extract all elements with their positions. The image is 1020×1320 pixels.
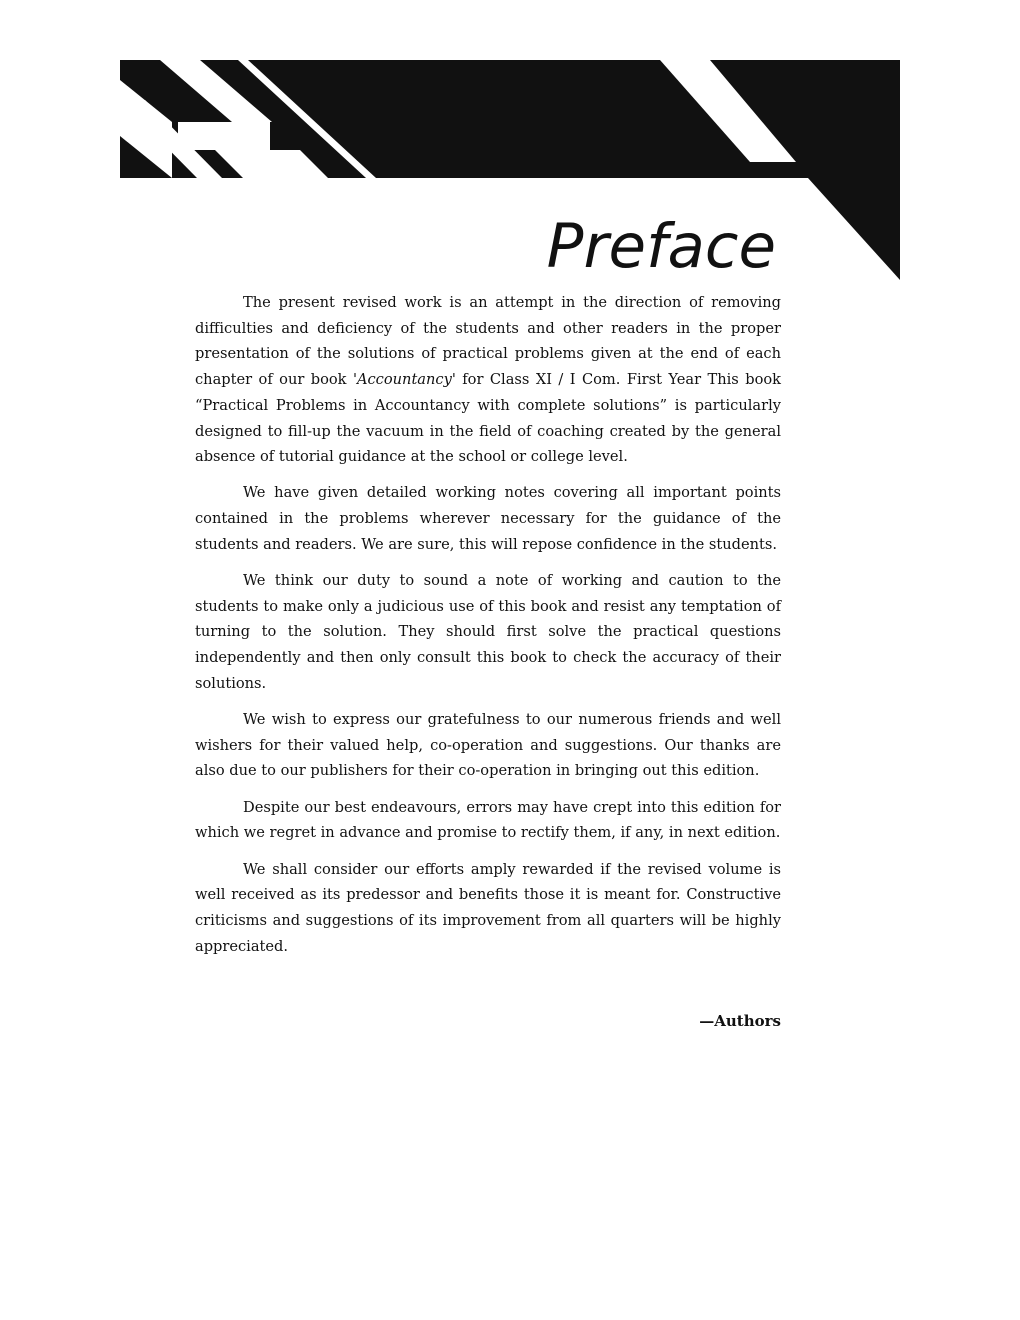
paragraph-6: We shall consider our efforts amply rewarded if the revised volume is well received as its predessor and benefits those it is meant for. Constructive criticisms and suggestions of its improvement from all quarters will be highly appreciated. bbox=[195, 860, 781, 955]
paragraph-1-post: ' for Class XI / I Com. First Year This book “Practical Problems in Accountancy with complete solutions” is particularly designed to fill-up the vacuum in the field of coaching created by the general absence of tutorial guidance at the school or college level. bbox=[195, 371, 781, 466]
paragraph-4: We wish to express our gratefulness to our numerous friends and well wishers for their valued help, co-operation and suggestions. Our thanks are also due to our publishers for their co-operation in bringing out this edition. bbox=[195, 711, 781, 780]
authors-signature: —Authors bbox=[699, 1012, 781, 1030]
paragraph-1-pre: The present revised work is an attempt in the direction of removing difficulties and deficiency of the students and other readers in the proper presentation of the solutions of practical problems given at the end of each chapter of our book ' bbox=[195, 294, 781, 389]
banner-corner-triangle bbox=[808, 178, 900, 280]
preface-body bbox=[195, 290, 781, 970]
page-title: Preface bbox=[546, 211, 776, 282]
header-banner-graphic bbox=[0, 0, 1020, 300]
paragraph-1 bbox=[195, 290, 781, 470]
paragraph-3: We think our duty to sound a note of working and caution to the students to make only a judicious use of this book and resist any temptation of turning to the solution. They should first solve the practical questions independently and then only consult this book to check the accuracy of their solutions. bbox=[195, 572, 781, 692]
paragraph-5: Despite our best endeavours, errors may have crept into this edition for which we regret in advance and promise to rectify them, if any, in next edition. bbox=[195, 798, 781, 842]
banner-stripe-left-bar bbox=[178, 122, 270, 150]
book-title: Accountancy bbox=[356, 371, 452, 389]
paragraph-2: We have given detailed working notes covering all important points contained in the problems wherever necessary for the guidance of the students and readers. We are sure, this will repose confidence in the students. bbox=[195, 484, 781, 553]
